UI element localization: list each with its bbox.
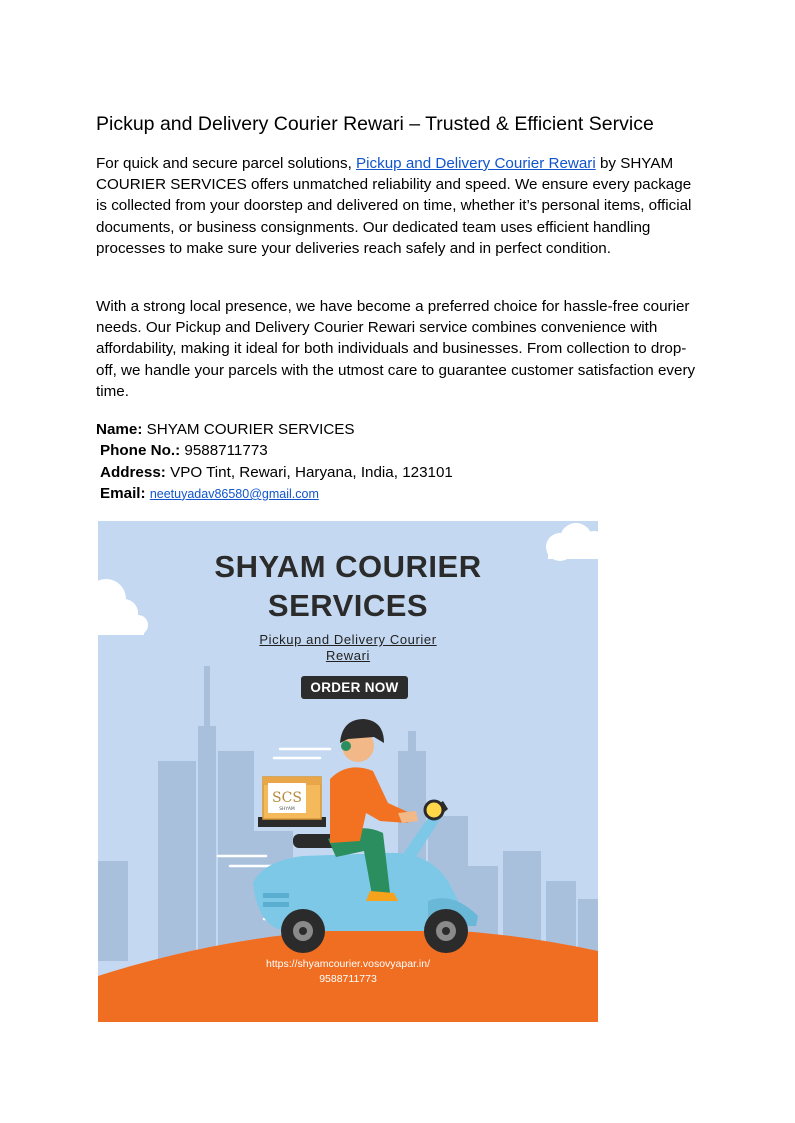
address-row [96, 462, 453, 483]
intro-paragraph [96, 153, 702, 259]
intro-text-before: For quick and secure parcel solutions, [96, 155, 357, 172]
box-logo: SCS [272, 790, 302, 806]
service-link[interactable]: Pickup and Delivery Courier Rewari [356, 155, 596, 172]
page-title: Pickup and Delivery Courier Rewari – Trusted & Efficient Service [96, 113, 654, 135]
box-brand: SHYAM [279, 807, 295, 812]
promo-banner [98, 521, 598, 1022]
address-value: VPO Tint, Rewari, Haryana, India, 123101 [165, 463, 453, 481]
banner-phone: 9588711773 [319, 973, 377, 985]
banner-subtitle-line2: Rewari [325, 648, 371, 663]
rear-wheel [281, 909, 325, 953]
email-link[interactable]: neetuyadav86580@gmail.com [149, 486, 319, 501]
intro-text-after: by SHYAM COURIER SERVICES offers unmatched reliability and speed. We ensure every package is collected from your doorstep and delivered on time, whether it’s personal items, official documents, or business consignments. Our dedicated team uses efficient handling processes to make sure your deliveries reach safely and in perfect condition. [96, 155, 692, 257]
front-wheel [424, 909, 468, 953]
banner-title-line2: SERVICES [267, 588, 429, 623]
banner-url: https://shyamcourier.vosovyapar.in/ [266, 958, 430, 970]
contact-block [96, 419, 453, 505]
order-now-button[interactable]: ORDER NOW [301, 676, 408, 699]
banner-title-line1: SHYAM COURIER [214, 549, 482, 584]
banner-subtitle-line1: Pickup and Delivery Courier [259, 632, 437, 647]
name-label: Name: [96, 421, 143, 438]
email-label: Email: [100, 484, 146, 502]
email-row [96, 483, 453, 505]
name-value: SHYAM COURIER SERVICES [142, 421, 355, 438]
name-row [96, 419, 453, 440]
phone-row [96, 440, 453, 461]
phone-value: 9588711773 [180, 442, 268, 460]
presence-paragraph: With a strong local presence, we have become a preferred choice for hassle-free courier needs. Our Pickup and Delivery Courier Rewari service combines convenience with affordability, making it ideal for both individuals and businesses. From collection to drop-off, we handle your parcels with the utmost care to guarantee customer satisfaction every time. [96, 298, 696, 400]
scooter-headlight [425, 801, 443, 819]
phone-label: Phone No.: [100, 442, 181, 460]
headphone-icon [341, 741, 351, 751]
address-label: Address: [100, 463, 166, 481]
